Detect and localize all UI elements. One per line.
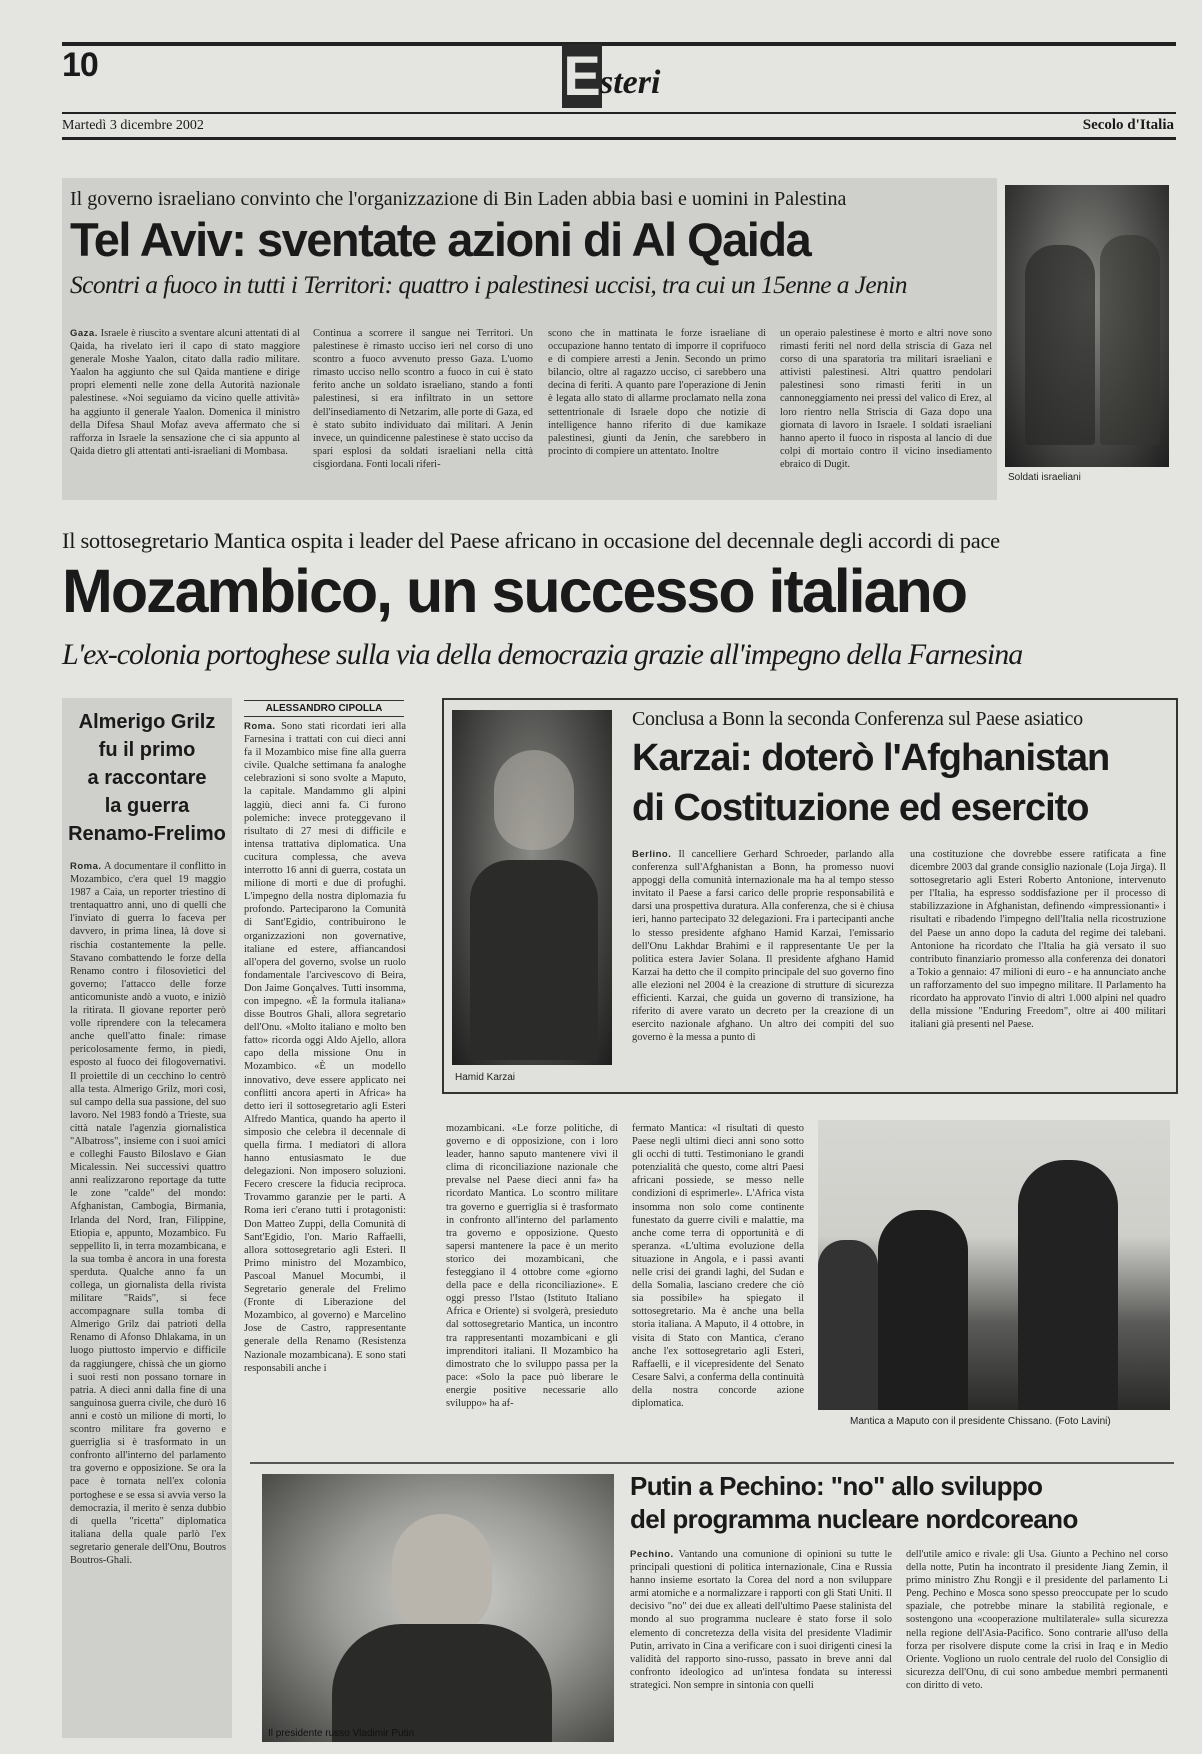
article-putin-col-1: Pechino. Vantando una comunione di opinioni su tutte le principali questioni di politica internazionale, Cina e Russia hanno insieme esortato la Corea del nord a non sviluppare armi atomiche e a normalizzare i rapporti con gli Stati Uniti. Il decisivo "no" dei due ex alleati dell'ultimo Paese stalinista del mondo al suo programma nucleare è stato forse il solo elemento di concretezza della visita del presidente Vladimir Putin, arrivato in Cina a verificare con i suoi dirigenti cinesi la validità del rapporto sino-russo, passato in breve anni dal confronto ideologico ad un'intesa fondata su interessi strategici. Non sempre in sintonia con quelli bbox=[630, 1549, 892, 1691]
article-mozambico-col-3: fermato Mantica: «I risultati di questo Paese negli ultimi dieci anni sono sotto gli occhi di tutti. Testimoniano le grandi potenzialità che questo, come altri Paesi africani possiede, se messo nelle condizioni di esprimerle». L'Africa vista insomma non solo come continente funestato da guerre civili e malattie, ma anche come terra di opportunità e di speranza. «L'ultima evoluzione della situazione in Angola, e i passi avanti nelle crisi dei grandi laghi, del Sudan e della Somalia, lasciano credere che ciò sia possibile» ha spiegato il sottosegretario. Ma è anche una bella storia italiana. A Maputo, il 4 ottobre, in visita di Stato con Mantica, c'erano anche l'ex sottosegretario agli Esteri, Raffaelli, e il vicepresidente del Senato Cesare Salvi, a conferma della continuità della nostra concorde azione diplomatica. bbox=[632, 1123, 804, 1409]
article-tel-aviv-col-4: un operaio palestinese è morto e altri nove sono rimasti feriti nel nord della striscia di Gaza nel corso di una sparatoria tra militari israeliani e attivisti palestinesi. Altri quattro pendolari palestinesi sono rimasti feriti in un cannoneggiamento nei pressi del valico di Erez, al loro rientro nella Striscia di Gaza dopo una giornata di lavoro in Israele. I soldati israeliani hanno aperto il fuoco in risposta al lancio di due colpi di mortaio contro il vicino insediamento ebraico di Dugit. bbox=[780, 328, 992, 470]
photo-hamid-karzai bbox=[452, 710, 612, 1065]
article-karzai-headline: Karzai: doterò l'Afghanistan di Costituzione ed esercito bbox=[632, 737, 1110, 829]
article-tel-aviv-col-3: scono che in mattinata le forze israeliane di occupazione hanno tentato di imporre il coprifuoco e di compiere arresti a Jenin. Secondo un primo bilancio, oltre al ragazzo ucciso, ci sarebbero una decina di feriti. A quanto pare l'operazione di Jenin è legata allo stato di allarme proclamato nella zona settentrionale di Israele dopo che notizie di intelligence hanno riferito di due kamikaze palestinesi, giunti da Jenin, che sarebbero in procinto di compiere un attentato. Inoltre bbox=[548, 328, 766, 457]
article-mozambico-kicker: Il sottosegretario Mantica ospita i leader del Paese africano in occasione del decennale degli accordi di pace bbox=[62, 528, 1000, 553]
article-mozambico-subhead: L'ex-colonia portoghese sulla via della democrazia grazie all'impegno della Farnesina bbox=[62, 638, 1023, 671]
photo-mantica-chissano bbox=[818, 1120, 1170, 1410]
photo-israeli-soldiers bbox=[1005, 185, 1169, 467]
byline: ALESSANDRO CIPOLLA bbox=[244, 700, 404, 717]
article-karzai-col-2: una costituzione che dovrebbe essere ratificata a fine dicembre 2003 dal grande consiglio nazionale (Loja Jirga). Il sottosegretario agli Esteri Roberto Antonione, intervenuto per l'Italia, ha espresso soddisfazione per il processo di stabilizzazione in Afghanistan, definendo «impressionanti» i risultati e ribadendo l'impegno dell'Italia nella ricostruzione del Paese un anno dopo la caduta del regime dei talebani. Antonione ha ricordato che l'Italia ha già versato il suo contributo finanziario promesso alla conferenza dei donatori a Tokio a gennaio: 47 milioni di euro - e ha annunciato anche un rafforzamento del suo impegno militare. Il Parlamento ha ricordato ha approvato l'invio di altri 1.000 alpini nel quadro della missione "Enduring Freedom", oltre ai 400 militari italiani già presenti nel Paese. bbox=[910, 849, 1166, 1031]
photo-caption-mantica: Mantica a Maputo con il presidente Chissano. (Foto Lavini) bbox=[850, 1416, 1111, 1427]
article-tel-aviv-kicker: Il governo israeliano convinto che l'organizzazione di Bin Laden abbia basi e uomini in Palestina bbox=[70, 188, 847, 210]
dateline: Berlino. bbox=[632, 849, 672, 860]
article-mozambico-headline: Mozambico, un successo italiano bbox=[62, 557, 967, 625]
article-mozambico-col-2: mozambicani. «Le forze politiche, di governo e di opposizione, con i loro leader, hanno saputo mantenere vivi il clima di riconciliazione nazionale che prevalse nel Paese dieci anni fa» ha ricordato Mantica. Lo scontro militare tra governo e guerriglia si è trasformato in confronto all'interno del parlamento tra governo e opposizione. Questo sapersi mantenere la pace è un merito storico dei mozambicani, che festeggiano il 4 ottobre come «giorno della pace e della riconciliazione». E oggi presso l'Istao (Istituto Italiano Africa e Oriente) si svolgerà, presieduto dal sottosegretario Mantica, un incontro tra rappresentanti mozambicani e gli imprenditori italiani. Il Mozambico ha dimostrato che lo sviluppo passa per la pace: «Solo la pace può liberare le energie positive necessarie allo sviluppo» ha af- bbox=[446, 1123, 618, 1409]
article-putin-col-2: dell'utile amico e rivale: gli Usa. Giunto a Pechino nel corso della notte, Putin ha incontrato il presidente Jiang Zemin, il primo ministro Zhu Rongji e il presidente del parlamento Li Peng. Pechino e Mosca sono spesso preoccupate per lo scudo spaziale, che potrebbe minare la stabilità regionale, e sostengono una «cooperazione multilaterale» sulla sicurezza nella regione dell'Asia-Pacifico. Sono contrarie all'uso della forza per risolvere dispute come la crisi in Iraq e in Medio Oriente. Vogliono un ruolo centrale del ruolo del Consiglio di sicurezza dell'Onu, di cui sono ambedue membri permanenti con diritto di veto. bbox=[906, 1549, 1168, 1691]
masthead-bottom-rule bbox=[62, 137, 1176, 140]
article-mozambico-col-1: Roma. Sono stati ricordati ieri alla Farnesina i trattati con cui dieci anni fa il Mozambico mise fine alla guerra civile. Qualche settimana fa analoghe celebrazioni si sono svolte a Maputo, la capitale. Mandammo gli alpini laggiù, dieci anni fa. Ci furono polemiche: invece proteggevano il risultato di 27 mesi di difficile e intensa trattativa diplomatica. Una cucitura complessa, che aveva interrotto 16 anni di guerra, costata un milione di morti e due di profughi. L'impegno della nostra diplomazia fu profondo. Parteciparono la Comunità di Sant'Egidio, contribuirono le organizzazioni non governative, italiane ed estere, affiancandosi all'opera del governo, svolse un ruolo fondamentale l'arcivescovo di Beira, Don Jaime Gonçalves. Tutti insomma, con impegno. «È la formula italiana» disse Boutros Ghali, allora segretario dell'Onu. «Molto italiano e molto ben fatto» ricorda oggi Aldo Ajello, allora capo della missione Onu in Mozambico. «È un modello innovativo, deve essere applicato nei conflitti ancora aperti in Africa» ha detto ieri il sottosegretario agli Esteri Alfredo Mantica, quando ha aperto il simposio che celebra il decennale di quella firma. I mediatori di allora hanno entusiasmato le due delegazioni. Non imposero soluzioni. Fecero crescere la fiducia reciproca. Trovammo garanzie per le parti. A Roma ieri c'erano tutti i protagonisti: Don Matteo Zuppi, della Comunità di Sant'Egidio, l'on. Mario Raffaelli, allora sottosegretario agli Esteri. Il Primo ministro del Mozambico, Pascoal Manuel Mocumbi, il Segretario generale del Frelimo (Fronte di Liberazione del Mozambico, al governo) e Marcelino Jose de Castro, rappresentante generale della Renamo (Resistenza Nazionale mozambicana). E sono stati responsabili anche i bbox=[244, 721, 406, 1374]
masthead-rule bbox=[62, 112, 1176, 114]
sidebar-grilz-text: Roma. A documentare il conflitto in Mozambico, c'era quel 19 maggio 1987 a Caia, un reporter triestino di trentaquattro anni, uno di quelli che l'inviato di guerra lo faceva per davvero, in prima linea, là dove si rischia costantemente la pelle. Stavano combattendo le forze della Renamo contro i filosovietici del governo; l'attacco delle forze anticomuniste andò a vuoto, e iniziò la ritirata. Il giovane reporter però volle riprendere con la telecamera anche quell'atto finale: rimase pericolosamente fermo, in piedi, esposto al fuoco dei filogovernativi. Il proiettile di un cecchino lo centrò alla testa. Almerigo Grilz, morì così, sul campo della sua passione, del suo lavoro. Nel 1983 fondò a Trieste, sua città natale l'agenzia giornalistica "Albatross", insieme con i suoi amici e colleghi Fausto Biloslavo e Gian Micalessin. Nei successivi quattro anni realizzarono reportage da tutte le zone "calde" del mondo: Afghanistan, Cambogia, Birmania, Irlanda del Nord, Iran, Filippine, Etiopia e, appunto, Mozambico. Fu seppellito lì, in terra mozambicana, e la sua tomba è ancora in una foresta sperduta. Qualche anno fa un collega, un giornalista della rivista militare "Raids", si fece accompagnare sulla tomba di Almerigo Grilz dai patrioti della Renamo di Afonso Dhlakama, in un luogo piuttosto impervio e difficile da raggiungere, chissà che un giorno i suoi resti non possano tornare in patria. A dieci anni dalla fine di una sanguinosa guerra civile, che durò 16 anni e costò un milione di morti, lo scontro militare fra governo e guerriglia si è trasformato in un confronto all'interno del parlamento tra governo e opposizione. Se ora la pace è tornata nell'ex colonia portoghese e se essa si avvia verso la democrazia, il merito è senza dubbio di quella "ricetta" diplomatica italiana della quale parlò l'ex segretario generale dell'Onu, Boutros Boutros-Ghali. bbox=[70, 861, 226, 1566]
photo-vladimir-putin bbox=[262, 1474, 614, 1742]
article-tel-aviv-subhead: Scontri a fuoco in tutti i Territori: quattro i palestinesi uccisi, tra cui un 15enne a Jenin bbox=[70, 270, 907, 299]
article-tel-aviv-col-2: Continua a scorrere il sangue nei Territori. Un palestinese è rimasto ucciso ieri nel corso di uno scontro a fuoco avvenuto presso Gaza. L'uomo rimasto ucciso nello scontro a fuoco in cui è stato ferito anche un soldato israeliano, stando a fonti palestinesi, si era infiltrato in un settore dell'insediamento di Netzarim, alle porte di Gaza, ed è stato subito individuato dai militari. A Jenin invece, un quindicenne palestinese è stato ucciso da spari esplosi da soldati israeliani nella città cisgiordana. Fonti locali riferi- bbox=[313, 328, 533, 470]
article-karzai-kicker: Conclusa a Bonn la seconda Conferenza sul Paese asiatico bbox=[632, 708, 1083, 730]
photo-caption-putin: Il presidente russo Vladimir Putin bbox=[268, 1728, 415, 1739]
section-name: steri bbox=[600, 64, 661, 101]
photo-caption-karzai: Hamid Karzai bbox=[455, 1072, 516, 1083]
section-initial: E bbox=[563, 44, 601, 107]
page-number: 10 bbox=[62, 46, 98, 84]
dateline: Roma. bbox=[70, 861, 102, 872]
article-putin-headline: Putin a Pechino: "no" allo sviluppo del programma nucleare nordcoreano bbox=[630, 1471, 1078, 1534]
masthead-top-rule bbox=[62, 42, 1176, 46]
dateline: Pechino. bbox=[630, 1549, 674, 1560]
article-tel-aviv-col-1: Gaza. Israele è riuscito a sventare alcuni attentati di al Qaida, ha rivelato ieri il capo di stato maggiore generale Moshe Yaalon, citato dalla radio militare. Yaalon ha aggiunto che sul Qaida mantiene e dirige propri elementi nelle zone della Autorità nazionale palestinese. «Noi seguiamo da vicino quelle attività» ha aggiunto il generale Yaalon. Domenica il ministro della Difesa Shaul Mofaz aveva affermato che si rafforza in Israele la sensazione che ci sia appunto al Qaida dietro gli attentati anti-israeliani di Mombasa. bbox=[70, 328, 300, 457]
article-putin-rule bbox=[250, 1462, 1174, 1464]
article-karzai-col-1: Berlino. Il cancelliere Gerhard Schroeder, parlando alla conferenza sull'Afghanistan a Bonn, ha promesso nuovi appoggi della comunità internazionale ma ha al tempo stesso invitato il Paese a farsi carico delle proprie responsabilità e darsi una prospettiva duratura. Alla conferenza, che si è chiusa ieri, hanno partecipato 32 delegazioni. Fra i partecipanti anche lo stesso presidente afghano Hamid Karzai, l'emissario dell'Onu Lakhdar Brahimi e il rappresentante Ue per la politica estera Javier Solana. Il presidente afghano Hamid Karzai ha detto che il compito principale del suo governo fino alle elezioni nel 2004 è la creazione di strutture di sicurezza efficienti. Karzai, che guida un governo di transizione, ha riferito di avere varato un decreto per la creazione di un esercito nazionale afghano. Un altro dei compiti del suo governo è la messa a punto di bbox=[632, 849, 894, 1044]
article-tel-aviv-headline: Tel Aviv: sventate azioni di Al Qaida bbox=[70, 213, 811, 266]
dateline: Gaza. bbox=[70, 328, 98, 339]
sidebar-grilz-headline: Almerigo Grilz fu il primo a raccontare la guerra Renamo-Frelimo bbox=[68, 711, 226, 845]
section-title bbox=[562, 44, 688, 112]
issue-date: Martedì 3 dicembre 2002 bbox=[62, 118, 204, 133]
photo-caption-israeli-soldiers: Soldati israeliani bbox=[1008, 472, 1081, 483]
paper-name: Secolo d'Italia bbox=[1082, 117, 1174, 133]
dateline: Roma. bbox=[244, 721, 276, 732]
